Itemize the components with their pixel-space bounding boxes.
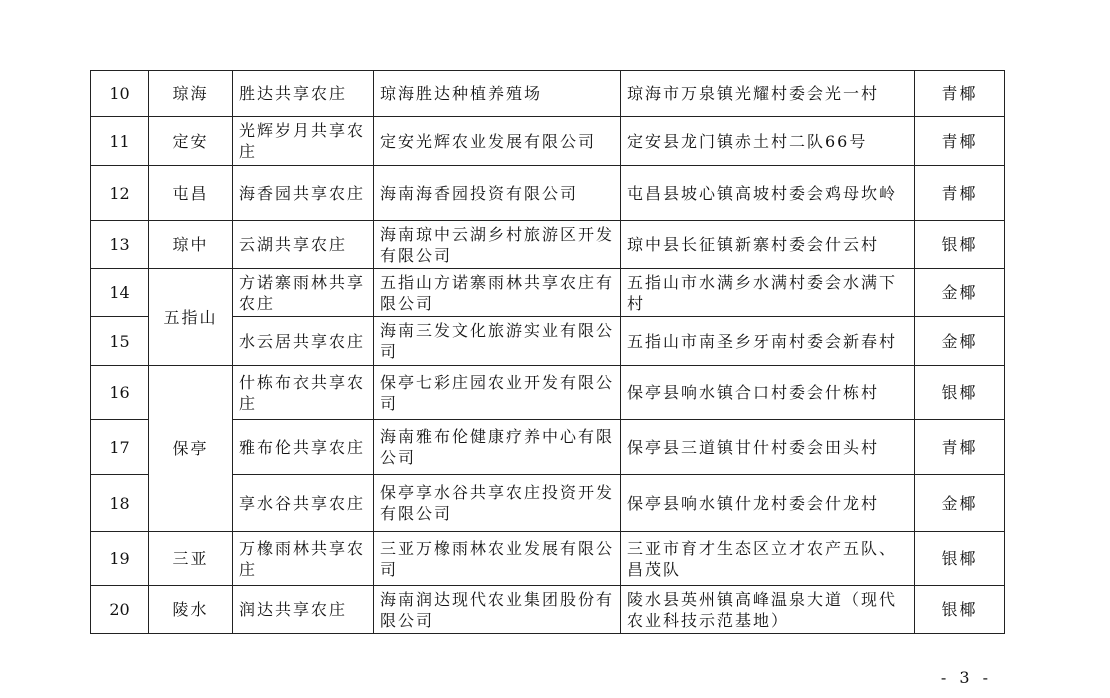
table-row <box>91 532 1005 586</box>
address-cell: 三亚市育才生态区立才农产五队、昌茂队 <box>621 532 915 586</box>
farm-name-cell: 海香园共享农庄 <box>233 166 374 221</box>
address-cell: 屯昌县坡心镇高坡村委会鸡母坎岭 <box>621 166 915 221</box>
row-number: 14 <box>91 269 149 317</box>
row-number: 19 <box>91 532 149 586</box>
company-cell: 保亭七彩庄园农业开发有限公司 <box>374 366 621 420</box>
farm-name-cell: 万橡雨林共享农庄 <box>233 532 374 586</box>
row-number: 15 <box>91 317 149 366</box>
company-cell: 三亚万橡雨林农业发展有限公司 <box>374 532 621 586</box>
farm-name-cell: 雅布伦共享农庄 <box>233 420 374 475</box>
address-cell: 保亭县响水镇合口村委会什栋村 <box>621 366 915 420</box>
city-cell: 陵水 <box>149 586 233 634</box>
row-number: 20 <box>91 586 149 634</box>
company-cell: 海南海香园投资有限公司 <box>374 166 621 221</box>
city-cell: 五指山 <box>149 269 233 366</box>
table-row <box>91 166 1005 221</box>
farm-name-cell: 光辉岁月共享农庄 <box>233 117 374 166</box>
table-row <box>91 71 1005 117</box>
address-cell: 定安县龙门镇赤土村二队66号 <box>621 117 915 166</box>
coconut-type-cell: 金椰 <box>915 269 1005 317</box>
row-number: 18 <box>91 475 149 532</box>
city-cell: 琼中 <box>149 221 233 269</box>
row-number: 16 <box>91 366 149 420</box>
city-cell: 屯昌 <box>149 166 233 221</box>
table-row <box>91 269 1005 317</box>
coconut-type-cell: 青椰 <box>915 166 1005 221</box>
coconut-type-cell: 银椰 <box>915 221 1005 269</box>
row-number: 11 <box>91 117 149 166</box>
address-cell: 琼中县长征镇新寨村委会什云村 <box>621 221 915 269</box>
city-cell: 定安 <box>149 117 233 166</box>
address-cell: 陵水县英州镇高峰温泉大道（现代农业科技示范基地） <box>621 586 915 634</box>
coconut-type-cell: 银椰 <box>915 532 1005 586</box>
city-cell: 三亚 <box>149 532 233 586</box>
page-number: - 3 - <box>940 668 992 687</box>
row-number: 12 <box>91 166 149 221</box>
farm-list-table <box>90 70 1005 634</box>
city-cell: 保亭 <box>149 366 233 532</box>
farm-name-cell: 胜达共享农庄 <box>233 71 374 117</box>
farm-name-cell: 水云居共享农庄 <box>233 317 374 366</box>
farm-name-cell: 云湖共享农庄 <box>233 221 374 269</box>
table-row <box>91 586 1005 634</box>
company-cell: 海南琼中云湖乡村旅游区开发有限公司 <box>374 221 621 269</box>
company-cell: 海南雅布伦健康疗养中心有限公司 <box>374 420 621 475</box>
row-number: 10 <box>91 71 149 117</box>
company-cell: 琼海胜达种植养殖场 <box>374 71 621 117</box>
table-row <box>91 221 1005 269</box>
farm-name-cell: 什栋布衣共享农庄 <box>233 366 374 420</box>
row-number: 17 <box>91 420 149 475</box>
farm-name-cell: 方诺寨雨林共享农庄 <box>233 269 374 317</box>
coconut-type-cell: 青椰 <box>915 117 1005 166</box>
city-cell: 琼海 <box>149 71 233 117</box>
company-cell: 海南三发文化旅游实业有限公司 <box>374 317 621 366</box>
address-cell: 五指山市南圣乡牙南村委会新春村 <box>621 317 915 366</box>
company-cell: 五指山方诺寨雨林共享农庄有限公司 <box>374 269 621 317</box>
coconut-type-cell: 银椰 <box>915 586 1005 634</box>
coconut-type-cell: 金椰 <box>915 317 1005 366</box>
farm-name-cell: 享水谷共享农庄 <box>233 475 374 532</box>
coconut-type-cell: 青椰 <box>915 71 1005 117</box>
address-cell: 五指山市水满乡水满村委会水满下村 <box>621 269 915 317</box>
row-number: 13 <box>91 221 149 269</box>
address-cell: 保亭县响水镇什龙村委会什龙村 <box>621 475 915 532</box>
table-row <box>91 366 1005 420</box>
address-cell: 琼海市万泉镇光耀村委会光一村 <box>621 71 915 117</box>
company-cell: 保亭享水谷共享农庄投资开发有限公司 <box>374 475 621 532</box>
company-cell: 定安光辉农业发展有限公司 <box>374 117 621 166</box>
table-row <box>91 117 1005 166</box>
address-cell: 保亭县三道镇甘什村委会田头村 <box>621 420 915 475</box>
coconut-type-cell: 金椰 <box>915 475 1005 532</box>
company-cell: 海南润达现代农业集团股份有限公司 <box>374 586 621 634</box>
coconut-type-cell: 银椰 <box>915 366 1005 420</box>
farm-name-cell: 润达共享农庄 <box>233 586 374 634</box>
coconut-type-cell: 青椰 <box>915 420 1005 475</box>
